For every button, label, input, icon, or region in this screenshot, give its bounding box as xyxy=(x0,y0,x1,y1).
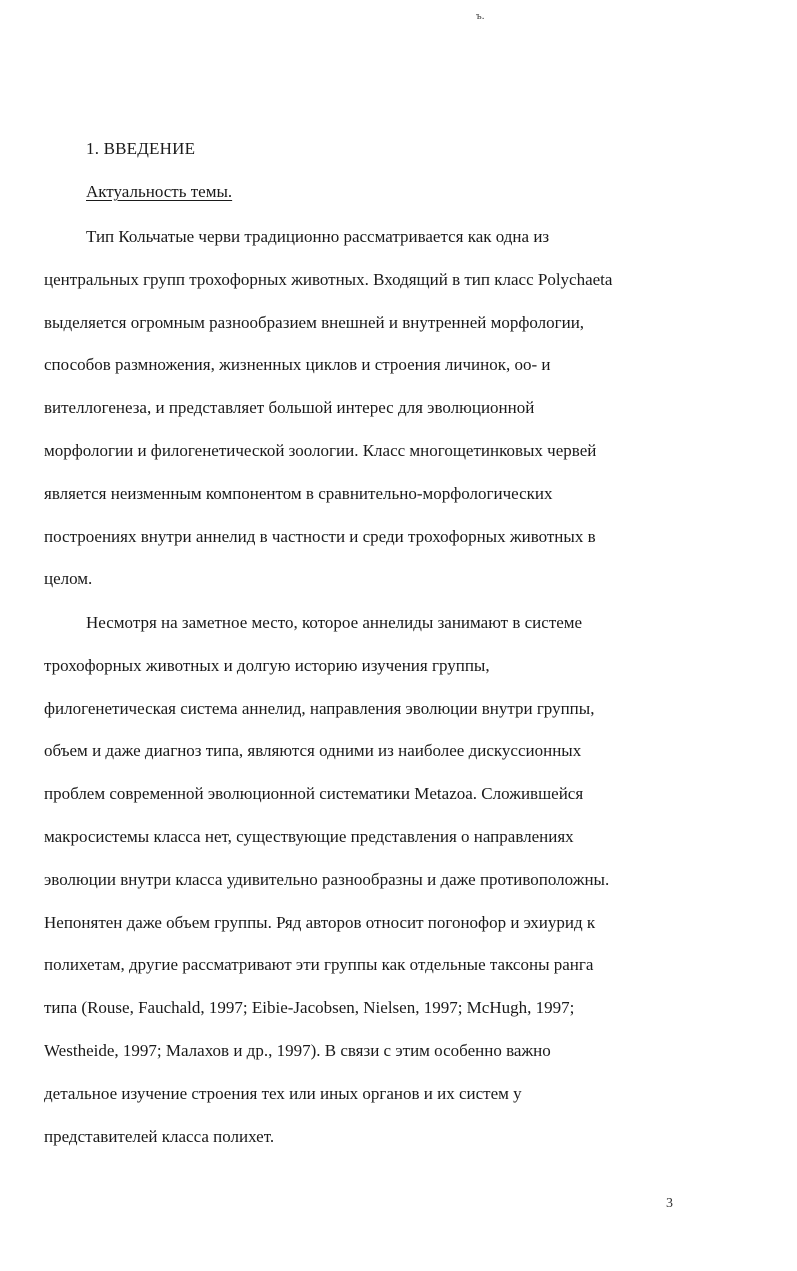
header-mark: ъ. xyxy=(476,10,485,22)
paragraph-2 xyxy=(44,602,664,1158)
section-heading: 1. ВВЕДЕНИЕ xyxy=(86,139,196,158)
subheading: Актуальность темы. xyxy=(86,182,233,201)
text-line: морфологии и филогенетической зоологии. Класс многощетинковых червей xyxy=(44,440,597,460)
text-line: является неизменным компонентом в сравнительно-морфологических xyxy=(44,483,553,503)
text-line: построениях внутри аннелид в частности и среди трохофорных животных в xyxy=(44,526,596,546)
text-line: представителей класса полихет. xyxy=(44,1126,275,1146)
text-line: способов размножения, жизненных циклов и строения личинок, оо- и xyxy=(44,355,551,375)
text-line: целом. xyxy=(44,569,93,589)
text-line: Несмотря на заметное место, которое аннелиды занимают в системе xyxy=(86,613,583,632)
text-line: филогенетическая система аннелид, направления эволюции внутри группы, xyxy=(44,698,595,718)
text-line: Непонятен даже объем группы. Ряд авторов относит погонофор и эхиурид к xyxy=(44,912,596,932)
text-line: проблем современной эволюционной систематики Metazoa. Сложившейся xyxy=(44,784,584,804)
text-line: выделяется огромным разнообразием внешней и внутренней морфологии, xyxy=(44,312,585,332)
text-line: Тип Кольчатые черви традиционно рассматривается как одна из xyxy=(86,227,550,246)
text-line: вителлогенеза, и представляет большой интерес для эволюционной xyxy=(44,398,535,418)
text-line: объем и даже диагноз типа, являются одними из наиболее дискуссионных xyxy=(44,741,582,761)
page-number: 3 xyxy=(666,1196,673,1211)
text-line: макросистемы класса нет, существующие представления о направлениях xyxy=(44,826,574,846)
text-line: полихетам, другие рассматривают эти группы как отдельные таксоны ранга xyxy=(44,955,594,975)
text-line: типа (Rouse, Fauchald, 1997; Eibie-Jacobsen, Nielsen, 1997; McHugh, 1997; xyxy=(44,998,575,1018)
text-line: центральных групп трохофорных животных. Входящий в тип класс Polychaeta xyxy=(44,269,613,289)
paragraph-1 xyxy=(44,216,664,601)
text-line: трохофорных животных и долгую историю изучения группы, xyxy=(44,655,490,675)
text-line: Westheide, 1997; Малахов и др., 1997). В связи с этим особенно важно xyxy=(44,1040,551,1060)
text-line: детальное изучение строения тех или иных органов и их систем у xyxy=(44,1083,522,1103)
text-line: эволюции внутри класса удивительно разнообразны и даже противоположны. xyxy=(44,869,610,889)
